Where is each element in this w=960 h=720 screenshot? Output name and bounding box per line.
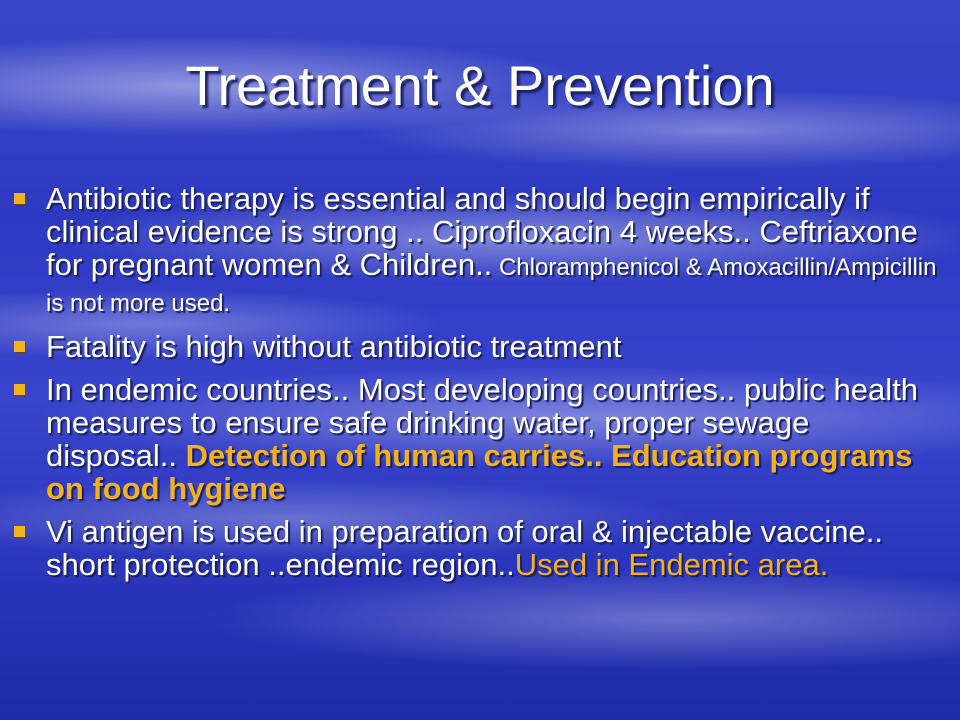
bullet-small-text: Chloramphenicol & Amoxacillin/Ampicillin is not more used.: [46, 254, 937, 317]
bullet-highlight-text: Used in Endemic area.: [514, 547, 829, 582]
bullet-text: Antibiotic therapy is essential and should begin empirically if clinical evidence is strong .. Ciprofloxacin 4 weeks.. Ceftriaxone for pregnant women & Children..: [46, 181, 918, 282]
bullet-text: Vi antigen is used in preparation of oral & injectable vaccine.. short protection ..endemic region..: [46, 514, 883, 582]
bullet-fatality: [12, 330, 942, 363]
bullet-endemic-countries: [12, 373, 942, 505]
bullet-antibiotic-therapy: [12, 182, 942, 320]
bullet-highlight-text: Detection of human carries.. Education programs on food hygiene: [46, 438, 913, 506]
bullet-text: Fatality is high without antibiotic treatment: [46, 329, 622, 364]
bullet-list: [12, 182, 942, 591]
square-bullet-icon: [14, 193, 25, 204]
bullet-vi-antigen: [12, 515, 942, 581]
bullet-text: In endemic countries.. Most developing countries.. public health measures to ensure safe drinking water, proper sewage disposal..: [46, 372, 918, 473]
square-bullet-icon: [14, 384, 25, 395]
square-bullet-icon: [14, 341, 25, 352]
square-bullet-icon: [14, 526, 25, 537]
slide-title: Treatment & Prevention: [185, 54, 775, 117]
